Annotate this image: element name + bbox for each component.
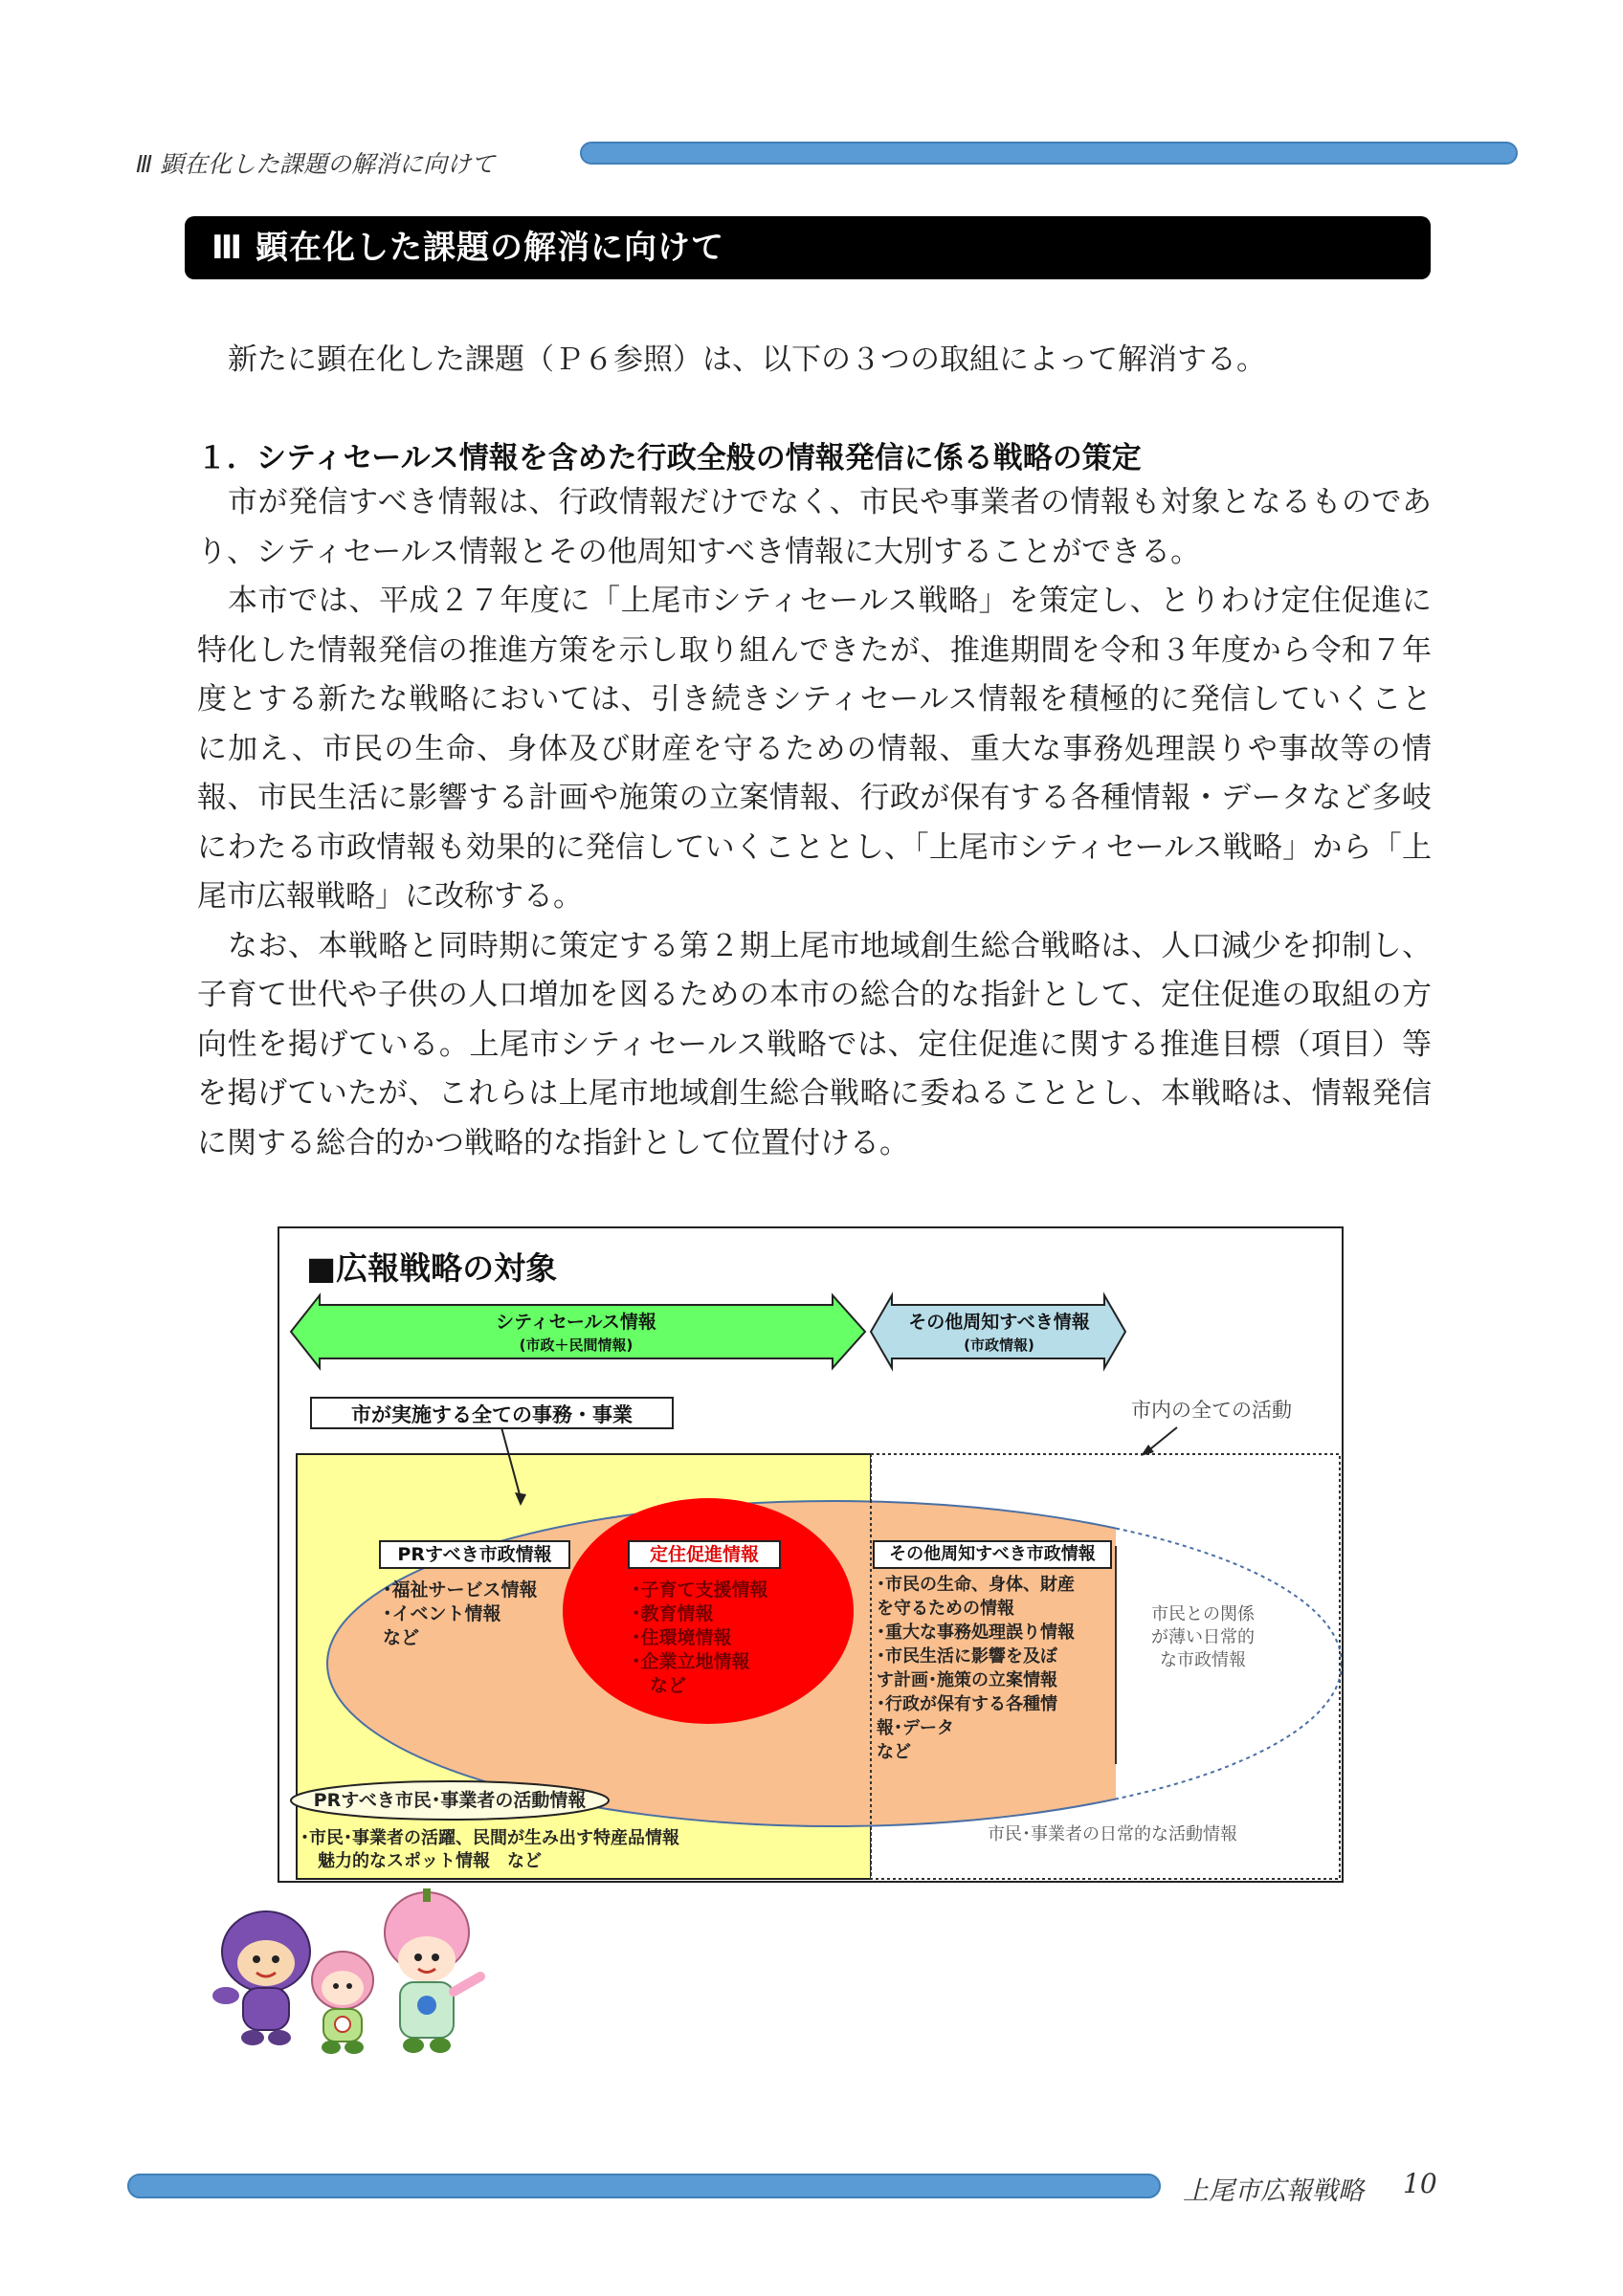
settlement-item: など [632,1675,687,1696]
weak-relation-text [1141,1603,1265,1672]
other-info-item: ･行政が保有する各種情 [877,1694,1057,1714]
weak-relation-line: が薄い日常的 [1151,1627,1255,1647]
body-text [197,478,1432,1168]
settlement-item: ･子育て支援情報 [632,1579,768,1601]
pr-city-label: PRすべき市政情報 [379,1540,570,1569]
pr-city-list [383,1578,538,1650]
other-info-item: を守るための情報 [877,1599,1014,1619]
other-info-label: その他周知すべき情報 [908,1312,1090,1333]
settlement-list [632,1578,768,1698]
settlement-item: ･教育情報 [632,1603,714,1624]
pr-citizen-item: ･市民･事業者の活躍、民間が生み出す特産品情報 [300,1828,679,1848]
strategy-scope-diagram [278,1226,1344,1883]
other-info-item: ･重大な事務処理誤り情報 [877,1623,1075,1643]
pr-city-item: ･福祉サービス情報 [383,1579,538,1601]
paragraph-2: 本市では、平成２７年度に「上尾市シティセールス戦略」を策定し、とりわけ定住促進に特化した情報発信の推進方策を示し取り組んできたが、推進期間を令和３年度から令和７年度とする新たな戦略においては、引き続きシティセールス情報を積極的に発信していくことに加え、市民の生命、身体及び財産を守るための情報、重大な事務処理誤りや事故等の情報、市民生活に影響する計画や施策の立案情報、行政が保有する各種情報・データなど多岐にわたる市政情報も効果的に発信していくこととし、「上尾市シティセールス戦略」から「上尾市広報戦略」に改称する。 [197,584,1432,914]
city-sales-label: シティセールス情報 [496,1312,656,1333]
pr-citizen-item: 魅力的なスポット情報 など [300,1851,542,1871]
mascot-illustration [209,1885,496,2066]
diagram-title: ■広報戦略の対象 [306,1249,558,1287]
weak-relation-line: な市政情報 [1160,1650,1246,1670]
all-business-box: 市が実施する全ての事務・事業 [310,1397,674,1429]
section-title: Ⅲ 顕在化した課題の解消に向けて [185,216,1431,279]
mascot-graphics [209,1885,496,2066]
pr-city-item: ･イベント情報 [383,1603,501,1624]
other-info-sublabel: (市政情報) [964,1336,1034,1354]
running-header: Ⅲ 顕在化した課題の解消に向けて [136,150,496,178]
settlement-item: ･企業立地情報 [632,1651,750,1672]
page-number: 10 [1403,2168,1437,2199]
header-decorative-bar [580,142,1518,165]
settlement-label: 定住促進情報 [628,1540,781,1569]
other-city-info-list [877,1573,1075,1764]
all-activities-label: 市内の全ての活動 [1131,1399,1292,1422]
other-info-item: ･市民の生命、身体、財産 [877,1575,1075,1595]
city-sales-arrow-label [318,1311,834,1357]
city-sales-sublabel: (市政＋民間情報) [519,1336,634,1354]
weak-relation-line: 市民との関係 [1151,1604,1255,1624]
paragraph-1: 市が発信すべき情報は、行政情報だけでなく、市民や事業者の情報も対象となるものであり、シティセールス情報とその他周知すべき情報に大別することができる。 [197,485,1432,569]
pr-citizen-list [300,1827,679,1873]
pr-city-item: など [383,1627,420,1648]
other-info-item: など [877,1742,911,1762]
footer-label: 上尾市広報戦略 [1183,2176,1364,2206]
settlement-item: ･住環境情報 [632,1627,732,1648]
other-city-info-label: その他周知すべき市政情報 [873,1540,1112,1569]
paragraph-3: なお、本戦略と同時期に策定する第２期上尾市地域創生総合戦略は、人口減少を抑制し、子育て世代や子供の人口増加を図るための本市の総合的な指針として、定住促進の取組の方向性を掲げている。上尾市シティセールス戦略では、定住促進に関する推進目標（項目）等を掲げていたが、これらは上尾市地域創生総合戦略に委ねることとし、本戦略は、情報発信に関する総合的かつ戦略的な指針として位置付ける。 [197,928,1432,1160]
pr-citizen-label: PRすべき市民･事業者の活動情報 [313,1790,587,1811]
other-info-item: 報･データ [877,1718,954,1738]
other-info-item: ･市民生活に影響を及ぼ [877,1646,1057,1667]
intro-text: 新たに顕在化した課題（Ｐ６参照）は、以下の３つの取組によって解消する。 [228,342,1266,377]
other-info-item: す計画･施策の立案情報 [877,1670,1057,1690]
daily-activity-text: 市民･事業者の日常的な活動情報 [988,1824,1237,1844]
footer-decorative-bar [127,2174,1161,2198]
subsection-heading: １．シティセールス情報を含めた行政全般の情報発信に係る戦略の策定 [197,441,1142,475]
other-info-arrow-label [892,1311,1106,1357]
